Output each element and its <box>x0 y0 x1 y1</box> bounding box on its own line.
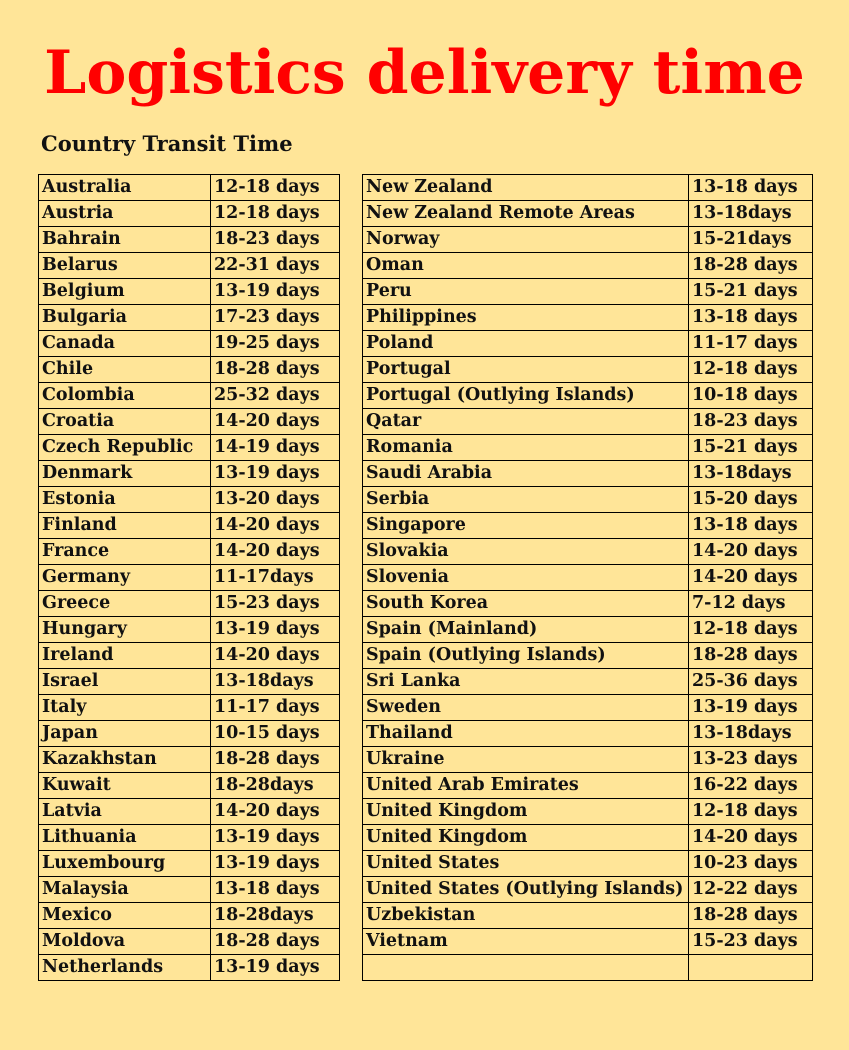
transit-time-cell: 14-20 days <box>689 565 813 591</box>
table-row <box>363 513 813 539</box>
country-cell: Netherlands <box>39 955 211 981</box>
transit-time-cell: 18-28 days <box>211 929 340 955</box>
table-row <box>39 929 340 955</box>
country-cell: United Kingdom <box>363 825 689 851</box>
country-cell: Qatar <box>363 409 689 435</box>
transit-time-cell: 14-20 days <box>211 513 340 539</box>
table-row <box>363 227 813 253</box>
table-row <box>39 513 340 539</box>
country-cell: France <box>39 539 211 565</box>
country-cell: Lithuania <box>39 825 211 851</box>
transit-time-cell: 15-23 days <box>689 929 813 955</box>
table-subtitle: Country Transit Time <box>41 131 293 156</box>
transit-time-cell: 11-17 days <box>211 695 340 721</box>
transit-time-cell: 13-18 days <box>211 877 340 903</box>
country-cell: Portugal <box>363 357 689 383</box>
table-row <box>363 591 813 617</box>
table-row <box>39 773 340 799</box>
country-cell: Poland <box>363 331 689 357</box>
table-row <box>363 383 813 409</box>
table-row <box>363 409 813 435</box>
table-row <box>363 877 813 903</box>
transit-time-cell: 13-19 days <box>211 851 340 877</box>
country-cell: Czech Republic <box>39 435 211 461</box>
transit-time-cell: 13-19 days <box>211 279 340 305</box>
country-cell: Sri Lanka <box>363 669 689 695</box>
transit-time-cell: 12-22 days <box>689 877 813 903</box>
country-cell: Germany <box>39 565 211 591</box>
transit-time-cell: 16-22 days <box>689 773 813 799</box>
table-row <box>39 617 340 643</box>
table-row <box>363 955 813 981</box>
table-row <box>39 487 340 513</box>
table-row <box>363 669 813 695</box>
transit-time-cell: 13-19 days <box>689 695 813 721</box>
country-cell: Austria <box>39 201 211 227</box>
transit-time-cell: 12-18 days <box>689 617 813 643</box>
country-cell <box>363 955 689 981</box>
table-row <box>363 565 813 591</box>
page-title: Logistics delivery time <box>44 38 805 108</box>
transit-time-cell: 15-23 days <box>211 591 340 617</box>
transit-time-cell: 18-28days <box>211 773 340 799</box>
table-row <box>363 357 813 383</box>
transit-time-cell: 14-20 days <box>211 539 340 565</box>
country-cell: Singapore <box>363 513 689 539</box>
country-cell: South Korea <box>363 591 689 617</box>
transit-time-cell: 18-28 days <box>211 747 340 773</box>
transit-time-cell: 10-18 days <box>689 383 813 409</box>
country-cell: Oman <box>363 253 689 279</box>
country-cell: Hungary <box>39 617 211 643</box>
transit-time-cell: 13-20 days <box>211 487 340 513</box>
transit-table-left <box>38 174 340 981</box>
country-cell: Malaysia <box>39 877 211 903</box>
table-row <box>39 721 340 747</box>
transit-time-cell: 11-17days <box>211 565 340 591</box>
table-row <box>363 773 813 799</box>
transit-time-cell: 14-20 days <box>211 799 340 825</box>
table-row <box>39 799 340 825</box>
table-row <box>363 305 813 331</box>
country-cell: Philippines <box>363 305 689 331</box>
transit-time-cell: 14-19 days <box>211 435 340 461</box>
transit-time-cell: 18-28 days <box>689 903 813 929</box>
country-cell: Slovakia <box>363 539 689 565</box>
table-row <box>39 305 340 331</box>
transit-time-cell: 13-18days <box>689 201 813 227</box>
transit-time-cell: 12-18 days <box>689 799 813 825</box>
table-row <box>363 799 813 825</box>
transit-time-cell: 15-20 days <box>689 487 813 513</box>
transit-time-cell: 18-28 days <box>689 643 813 669</box>
country-cell: Denmark <box>39 461 211 487</box>
transit-time-cell: 18-23 days <box>689 409 813 435</box>
country-cell: Ireland <box>39 643 211 669</box>
transit-table-right <box>362 174 813 981</box>
transit-time-cell: 10-23 days <box>689 851 813 877</box>
table-row <box>363 487 813 513</box>
country-cell: Norway <box>363 227 689 253</box>
transit-time-cell: 18-28 days <box>211 357 340 383</box>
country-cell: Ukraine <box>363 747 689 773</box>
table-row <box>39 331 340 357</box>
table-row <box>363 331 813 357</box>
transit-time-cell: 18-28 days <box>689 253 813 279</box>
transit-time-cell: 13-23 days <box>689 747 813 773</box>
country-cell: Saudi Arabia <box>363 461 689 487</box>
table-row <box>363 929 813 955</box>
transit-time-cell: 12-18 days <box>211 175 340 201</box>
transit-time-cell: 11-17 days <box>689 331 813 357</box>
transit-time-cell: 13-19 days <box>211 461 340 487</box>
table-row <box>39 175 340 201</box>
table-row <box>39 409 340 435</box>
country-cell: Belgium <box>39 279 211 305</box>
country-cell: Greece <box>39 591 211 617</box>
transit-time-cell: 13-18 days <box>689 305 813 331</box>
country-cell: Thailand <box>363 721 689 747</box>
table-row <box>363 851 813 877</box>
country-cell: Kuwait <box>39 773 211 799</box>
country-cell: Sweden <box>363 695 689 721</box>
transit-time-cell: 13-18 days <box>689 175 813 201</box>
country-cell: Vietnam <box>363 929 689 955</box>
country-cell: Mexico <box>39 903 211 929</box>
transit-time-cell: 13-19 days <box>211 955 340 981</box>
country-cell: New Zealand <box>363 175 689 201</box>
table-row <box>363 461 813 487</box>
table-row <box>39 253 340 279</box>
country-cell: Italy <box>39 695 211 721</box>
table-row <box>363 201 813 227</box>
country-cell: Serbia <box>363 487 689 513</box>
country-cell: Spain (Mainland) <box>363 617 689 643</box>
table-row <box>39 643 340 669</box>
country-cell: Australia <box>39 175 211 201</box>
country-cell: Luxembourg <box>39 851 211 877</box>
table-row <box>39 591 340 617</box>
table-row <box>39 461 340 487</box>
country-cell: Slovenia <box>363 565 689 591</box>
transit-time-cell: 13-18 days <box>689 513 813 539</box>
transit-time-cell: 14-20 days <box>211 643 340 669</box>
table-row <box>39 565 340 591</box>
table-row <box>363 175 813 201</box>
transit-time-cell: 14-20 days <box>689 539 813 565</box>
transit-time-cell: 14-20 days <box>689 825 813 851</box>
table-row <box>39 201 340 227</box>
table-row <box>39 747 340 773</box>
transit-time-cell: 22-31 days <box>211 253 340 279</box>
country-cell: Bulgaria <box>39 305 211 331</box>
transit-time-cell: 17-23 days <box>211 305 340 331</box>
country-cell: Romania <box>363 435 689 461</box>
table-row <box>363 539 813 565</box>
table-row <box>39 695 340 721</box>
country-cell: Colombia <box>39 383 211 409</box>
table-row <box>39 435 340 461</box>
table-row <box>363 825 813 851</box>
table-row <box>39 383 340 409</box>
table-row <box>39 903 340 929</box>
table-row <box>39 955 340 981</box>
table-row <box>39 279 340 305</box>
transit-time-cell: 13-19 days <box>211 617 340 643</box>
transit-time-cell: 25-36 days <box>689 669 813 695</box>
transit-time-cell: 7-12 days <box>689 591 813 617</box>
country-cell: Finland <box>39 513 211 539</box>
table-row <box>363 617 813 643</box>
country-cell: United States (Outlying Islands) <box>363 877 689 903</box>
transit-time-cell: 14-20 days <box>211 409 340 435</box>
table-row <box>363 435 813 461</box>
table-row <box>39 227 340 253</box>
country-cell: United Arab Emirates <box>363 773 689 799</box>
table-row <box>39 851 340 877</box>
table-row <box>363 253 813 279</box>
table-row <box>363 643 813 669</box>
table-row <box>39 669 340 695</box>
transit-time-cell: 13-19 days <box>211 825 340 851</box>
transit-time-cell: 15-21 days <box>689 279 813 305</box>
table-row <box>39 539 340 565</box>
country-cell: Peru <box>363 279 689 305</box>
table-row <box>363 279 813 305</box>
country-cell: Canada <box>39 331 211 357</box>
country-cell: Latvia <box>39 799 211 825</box>
table-row <box>39 825 340 851</box>
country-cell: United Kingdom <box>363 799 689 825</box>
country-cell: Moldova <box>39 929 211 955</box>
table-row <box>363 747 813 773</box>
country-cell: Belarus <box>39 253 211 279</box>
table-row <box>39 357 340 383</box>
country-cell: Uzbekistan <box>363 903 689 929</box>
table-row <box>363 903 813 929</box>
country-cell: Israel <box>39 669 211 695</box>
country-cell: Chile <box>39 357 211 383</box>
table-row <box>39 877 340 903</box>
transit-time-cell <box>689 955 813 981</box>
country-cell: Spain (Outlying Islands) <box>363 643 689 669</box>
country-cell: Estonia <box>39 487 211 513</box>
transit-time-cell: 12-18 days <box>689 357 813 383</box>
country-cell: New Zealand Remote Areas <box>363 201 689 227</box>
country-cell: Croatia <box>39 409 211 435</box>
transit-time-cell: 15-21days <box>689 227 813 253</box>
transit-time-cell: 12-18 days <box>211 201 340 227</box>
transit-time-cell: 13-18days <box>211 669 340 695</box>
transit-time-cell: 10-15 days <box>211 721 340 747</box>
table-row <box>363 695 813 721</box>
transit-time-cell: 18-23 days <box>211 227 340 253</box>
transit-time-cell: 25-32 days <box>211 383 340 409</box>
table-row <box>363 721 813 747</box>
country-cell: Japan <box>39 721 211 747</box>
transit-time-cell: 13-18days <box>689 721 813 747</box>
country-cell: Portugal (Outlying Islands) <box>363 383 689 409</box>
country-cell: Bahrain <box>39 227 211 253</box>
transit-time-cell: 13-18days <box>689 461 813 487</box>
transit-time-cell: 19-25 days <box>211 331 340 357</box>
transit-time-cell: 18-28days <box>211 903 340 929</box>
transit-time-cell: 15-21 days <box>689 435 813 461</box>
country-cell: Kazakhstan <box>39 747 211 773</box>
country-cell: United States <box>363 851 689 877</box>
